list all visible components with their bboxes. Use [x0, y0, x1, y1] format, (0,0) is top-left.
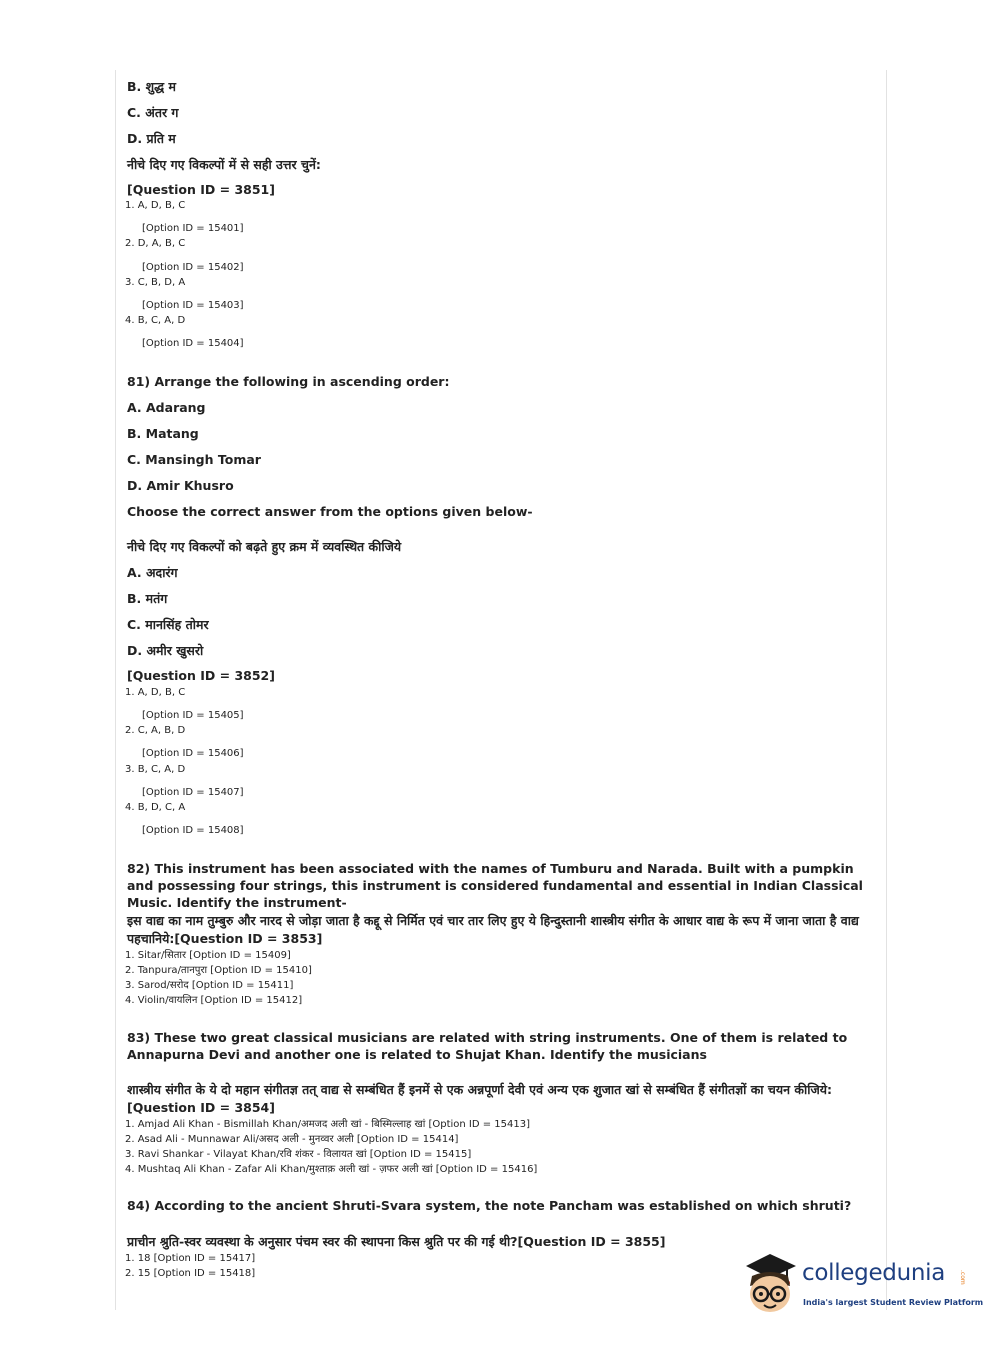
- item-c: C. Mansingh Tomar: [127, 452, 261, 467]
- option: 1. 18 [Option ID = 15417]: [125, 1253, 256, 1264]
- instruction-hi: नीचे दिए गए विकल्पों में से सही उत्तर चुनें:: [127, 157, 321, 172]
- question-82: 82) This instrument has been associated with the names of Tumburu and Narada. Built with a pumpkin and possessing four strings, this instrument is considered fundamental and essential in Indian Classical Music. Identify the instrument-: [127, 861, 863, 910]
- option-id: [Option ID = 15403]: [142, 300, 244, 311]
- question-84: 84) According to the ancient Shruti-Svara system, the note Pancham was established on which shruti?: [127, 1198, 852, 1213]
- question-84-hi: प्राचीन श्रुति-स्वर व्यवस्था के अनुसार पंचम स्वर की स्थापना किस श्रुति पर की गई थी?[Question ID = 3855]: [127, 1234, 666, 1249]
- logo-tagline: India's largest Student Review Platform: [803, 1298, 984, 1307]
- question-81-hi: नीचे दिए गए विकल्पों को बढ़ते हुए क्रम में व्यवस्थित कीजिये: [127, 539, 402, 554]
- collegedunia-logo[interactable]: [740, 1250, 984, 1320]
- question-id: [Question ID = 3851]: [127, 182, 275, 197]
- option-id: [Option ID = 15407]: [142, 787, 244, 798]
- option: 2. Asad Ali - Munnawar Ali/असद अली - मुनव्वर अली [Option ID = 15414]: [125, 1134, 459, 1145]
- option: 1. Amjad Ali Khan - Bismillah Khan/अमजद अली खां - बिस्मिल्लाह खां [Option ID = 15413]: [125, 1119, 531, 1130]
- item-b: B. Matang: [127, 426, 199, 441]
- item-d-hi: D. प्रति म: [127, 131, 176, 146]
- option-label: 3. C, B, D, A: [125, 277, 186, 288]
- item-d-hi: D. अमीर खुसरो: [127, 643, 204, 658]
- question-83-hi: शास्त्रीय संगीत के ये दो महान संगीतज्ञ तत् वाद्य से सम्बंधित हैं इनमें से एक अन्नपूर्णा देवी एवं अन्य एक शुजात खां से सम्बंधित हैं संगीतज्ञों का चयन कीजिये:[Question ID = 3854]: [127, 1082, 832, 1115]
- question-id: [Question ID = 3852]: [127, 668, 275, 683]
- option: 4. Mushtaq Ali Khan - Zafar Ali Khan/मुश्ताक़ अली खां - ज़फर अली खां [Option ID = 15416]: [125, 1164, 538, 1175]
- item-c-hi: C. अंतर ग: [127, 105, 179, 120]
- option-id: [Option ID = 15405]: [142, 710, 244, 721]
- option-id: [Option ID = 15404]: [142, 338, 244, 349]
- item-a-hi: A. अदारंग: [127, 565, 178, 580]
- option: 1. Sitar/सितार [Option ID = 15409]: [125, 950, 291, 961]
- mascot-icon: [740, 1250, 802, 1320]
- option: 2. 15 [Option ID = 15418]: [125, 1268, 256, 1279]
- logo-suffix: .com: [959, 1270, 966, 1285]
- item-b-hi: B. शुद्ध म: [127, 79, 176, 94]
- option-label: 1. A, D, B, C: [125, 200, 186, 211]
- option: 4. Violin/वायलिन [Option ID = 15412]: [125, 995, 303, 1006]
- option-label: 2. D, A, B, C: [125, 238, 186, 249]
- item-b-hi: B. मतंग: [127, 591, 168, 606]
- option: 3. Ravi Shankar - Vilayat Khan/रवि शंकर - विलायत खां [Option ID = 15415]: [125, 1149, 472, 1160]
- option-id: [Option ID = 15401]: [142, 223, 244, 234]
- option-id: [Option ID = 15408]: [142, 825, 244, 836]
- option-label: 4. B, D, C, A: [125, 802, 186, 813]
- item-d: D. Amir Khusro: [127, 478, 234, 493]
- question-83: 83) These two great classical musicians are related with string instruments. One of them is related to Annapurna Devi and another one is related to Shujat Khan. Identify the musicians: [127, 1030, 848, 1062]
- option-label: 2. C, A, B, D: [125, 725, 186, 736]
- option: 2. Tanpura/तानपुरा [Option ID = 15410]: [125, 965, 312, 976]
- question-81: 81) Arrange the following in ascending order:: [127, 374, 450, 389]
- question-82-hi: इस वाद्य का नाम तुम्बुरु और नारद से जोड़ा जाता है कद्दू से निर्मित एवं चार तार लिए हुए ये हिन्दुस्तानी शास्त्रीय संगीत के आधार वाद्य के रूप में जाना जाता है वाद्य पहचानिये:[Question ID = 3853]: [127, 913, 859, 946]
- option-label: 1. A, D, B, C: [125, 687, 186, 698]
- option-id: [Option ID = 15406]: [142, 748, 244, 759]
- option-label: 3. B, C, A, D: [125, 764, 186, 775]
- item-a: A. Adarang: [127, 400, 206, 415]
- logo-name: collegedunia: [802, 1260, 946, 1286]
- option-label: 4. B, C, A, D: [125, 315, 186, 326]
- option-id: [Option ID = 15402]: [142, 262, 244, 273]
- instruction-en: Choose the correct answer from the options given below-: [127, 504, 533, 519]
- option: 3. Sarod/सरोद [Option ID = 15411]: [125, 980, 294, 991]
- item-c-hi: C. मानसिंह तोमर: [127, 617, 209, 632]
